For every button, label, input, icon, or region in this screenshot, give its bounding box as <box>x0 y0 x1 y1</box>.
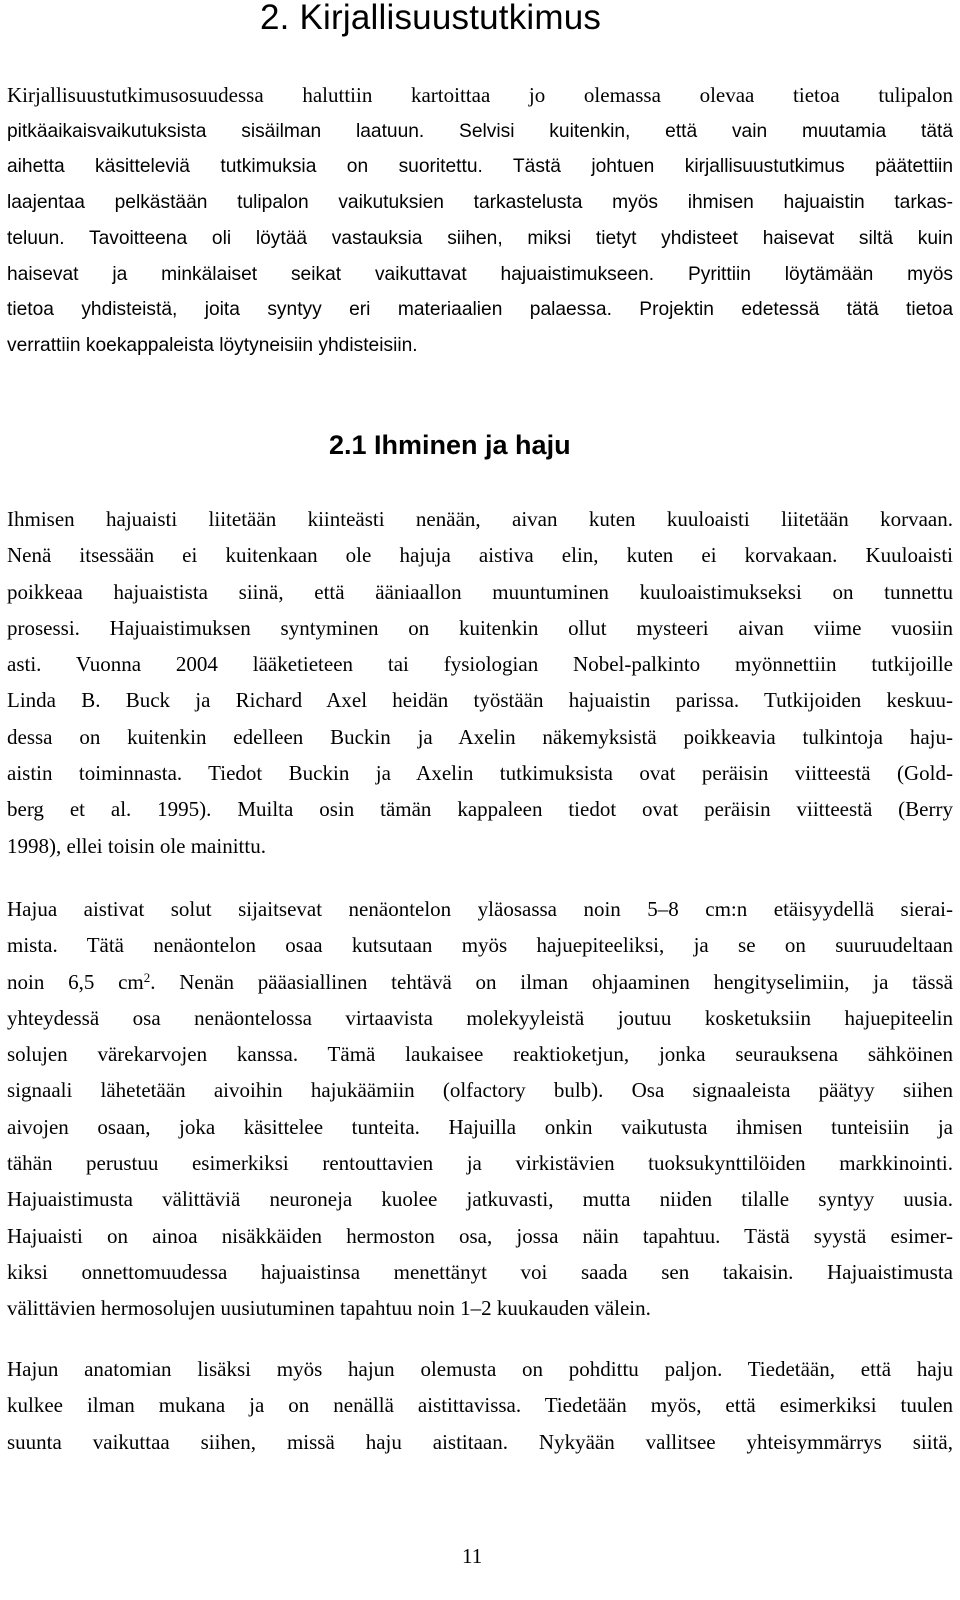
paragraph-line: Kirjallisuustutkimusosuudessa haluttiin kartoittaa jo olemassa olevaa tietoa tulipalon <box>7 83 953 107</box>
paragraph-line: suunta vaikuttaa siihen, missä haju aistitaan. Nykyään vallitsee yhteisymmärrys siitä, <box>7 1429 953 1454</box>
paragraph-line: laajentaa pelkästään tulipalon vaikutuksien tarkastelusta myös ihmisen hajuaistin tarkas- <box>7 192 953 214</box>
paragraph-line: Linda B. Buck ja Richard Axel heidän työstään hajuaistin parissa. Tutkijoiden keskuu- <box>7 688 953 713</box>
body-paragraph-3 <box>7 1351 953 1460</box>
document-page <box>7 0 953 1600</box>
paragraph-line: haisevat ja minkälaiset seikat vaikuttavat hajuaistimukseen. Pyrittiin löytämään myös <box>7 263 953 285</box>
paragraph-line: Hajun anatomian lisäksi myös hajun olemusta on pohdittu paljon. Tiedetään, että haju <box>7 1357 953 1381</box>
paragraph-line: välittävien hermosolujen uusiutuminen tapahtuu noin 1–2 kuukauden välein. <box>7 1296 651 1321</box>
paragraph-line: kiksi onnettomuudessa hajuaistinsa menettänyt voi saada sen takaisin. Hajuaistimusta <box>7 1259 953 1284</box>
paragraph-line: verrattiin koekappaleista löytyneisiin yhdisteisiin. <box>7 334 418 356</box>
paragraph-line: tietoa yhdisteistä, joita syntyy eri materiaalien palaessa. Projektin edetessä tätä tietoa <box>7 299 953 321</box>
paragraph-line: aivojen osaan, joka käsittelee tunteita. Hajuilla onkin vaikutusta ihmisen tunteisiin ja <box>7 1114 953 1139</box>
paragraph-line: Ihmisen hajuaisti liitetään kiinteästi nenään, aivan kuten kuuloaisti liitetään korvaan. <box>7 507 953 531</box>
paragraph-line: Hajuaistimusta välittäviä neuroneja kuolee jatkuvasti, mutta niiden tilalle syntyy uusia. <box>7 1187 953 1212</box>
area-value-text: noin 6,5 cm <box>7 969 144 994</box>
paragraph-line: 1998), ellei toisin ole mainittu. <box>7 833 266 858</box>
paragraph-line: Hajua aistivat solut sijaitsevat nenäontelon yläosassa noin 5–8 cm:n etäisyydellä sierai- <box>7 897 953 921</box>
paragraph-line: Nenä itsessään ei kuitenkaan ole hajuja aistiva elin, kuten ei korvakaan. Kuuloaisti <box>7 543 953 568</box>
body-paragraph-1 <box>7 501 953 864</box>
paragraph-line: dessa on kuitenkin edelleen Buckin ja Axelin näkemyksistä poikkeavia tulkintoja haju- <box>7 724 953 749</box>
paragraph-line <box>7 964 953 1000</box>
paragraph-line: poikkeaa hajuaistista siinä, että ääniaallon muuntuminen kuuloaistimukseksi on tunnettu <box>7 579 953 604</box>
section-heading: 2.1 Ihminen ja haju <box>329 430 571 460</box>
paragraph-line: berg et al. 1995). Muilta osin tämän kappaleen tiedot ovat peräisin viitteestä (Berry <box>7 797 953 822</box>
paragraph-line: signaali lähetetään aivoihin hajukäämiin (olfactory bulb). Osa signaaleista päätyy siihen <box>7 1078 953 1103</box>
paragraph-line: tähän perustuu esimerkiksi rentouttavien ja virkistävien tuoksukynttilöiden markkinointi. <box>7 1151 953 1176</box>
paragraph-line: aihetta käsitteleviä tutkimuksia on suoritettu. Tästä johtuen kirjallisuustutkimus päätettiin <box>7 156 953 178</box>
body-paragraph-2 <box>7 891 953 1327</box>
intro-paragraph <box>7 78 953 364</box>
paragraph-line: asti. Vuonna 2004 lääketieteen tai fysiologian Nobel-palkinto myönnettiin tutkijoille <box>7 652 953 677</box>
chapter-heading: 2. Kirjallisuustutkimus <box>260 0 602 37</box>
page-number: 11 <box>462 1544 483 1568</box>
line-continuation-text: . Nenän pääasiallinen tehtävä on ilman ohjaaminen hengityselimiin, ja tässä <box>150 969 953 994</box>
paragraph-line: aistin toiminnasta. Tiedot Buckin ja Axelin tutkimuksista ovat peräisin viitteestä (Gold- <box>7 761 953 786</box>
paragraph-line: yhteydessä osa nenäontelossa virtaavista molekyyleistä joutuu kosketuksiin hajuepiteelin <box>7 1005 953 1030</box>
paragraph-line: Hajuaisti on ainoa nisäkkäiden hermoston osa, jossa näin tapahtuu. Tästä syystä esimer- <box>7 1223 953 1248</box>
paragraph-line: solujen värekarvojen kanssa. Tämä laukaisee reaktioketjun, jonka seurauksena sähköinen <box>7 1042 953 1067</box>
paragraph-line: pitkäaikaisvaikutuksista sisäilman laatuun. Selvisi kuitenkin, että vain muutamia tätä <box>7 120 953 142</box>
paragraph-line: kulkee ilman mukana ja on nenällä aistittavissa. Tiedetään myös, että esimerkiksi tuulen <box>7 1393 953 1418</box>
paragraph-line: mista. Tätä nenäontelon osaa kutsutaan myös hajuepiteeliksi, ja se on suuruudeltaan <box>7 933 953 958</box>
paragraph-line: prosessi. Hajuaistimuksen syntyminen on kuitenkin ollut mysteeri aivan viime vuosiin <box>7 615 953 640</box>
paragraph-line: teluun. Tavoitteena oli löytää vastauksia siihen, miksi tietyt yhdisteet haisevat siltä kuin <box>7 227 953 249</box>
superscript-exponent: 2 <box>143 969 151 985</box>
